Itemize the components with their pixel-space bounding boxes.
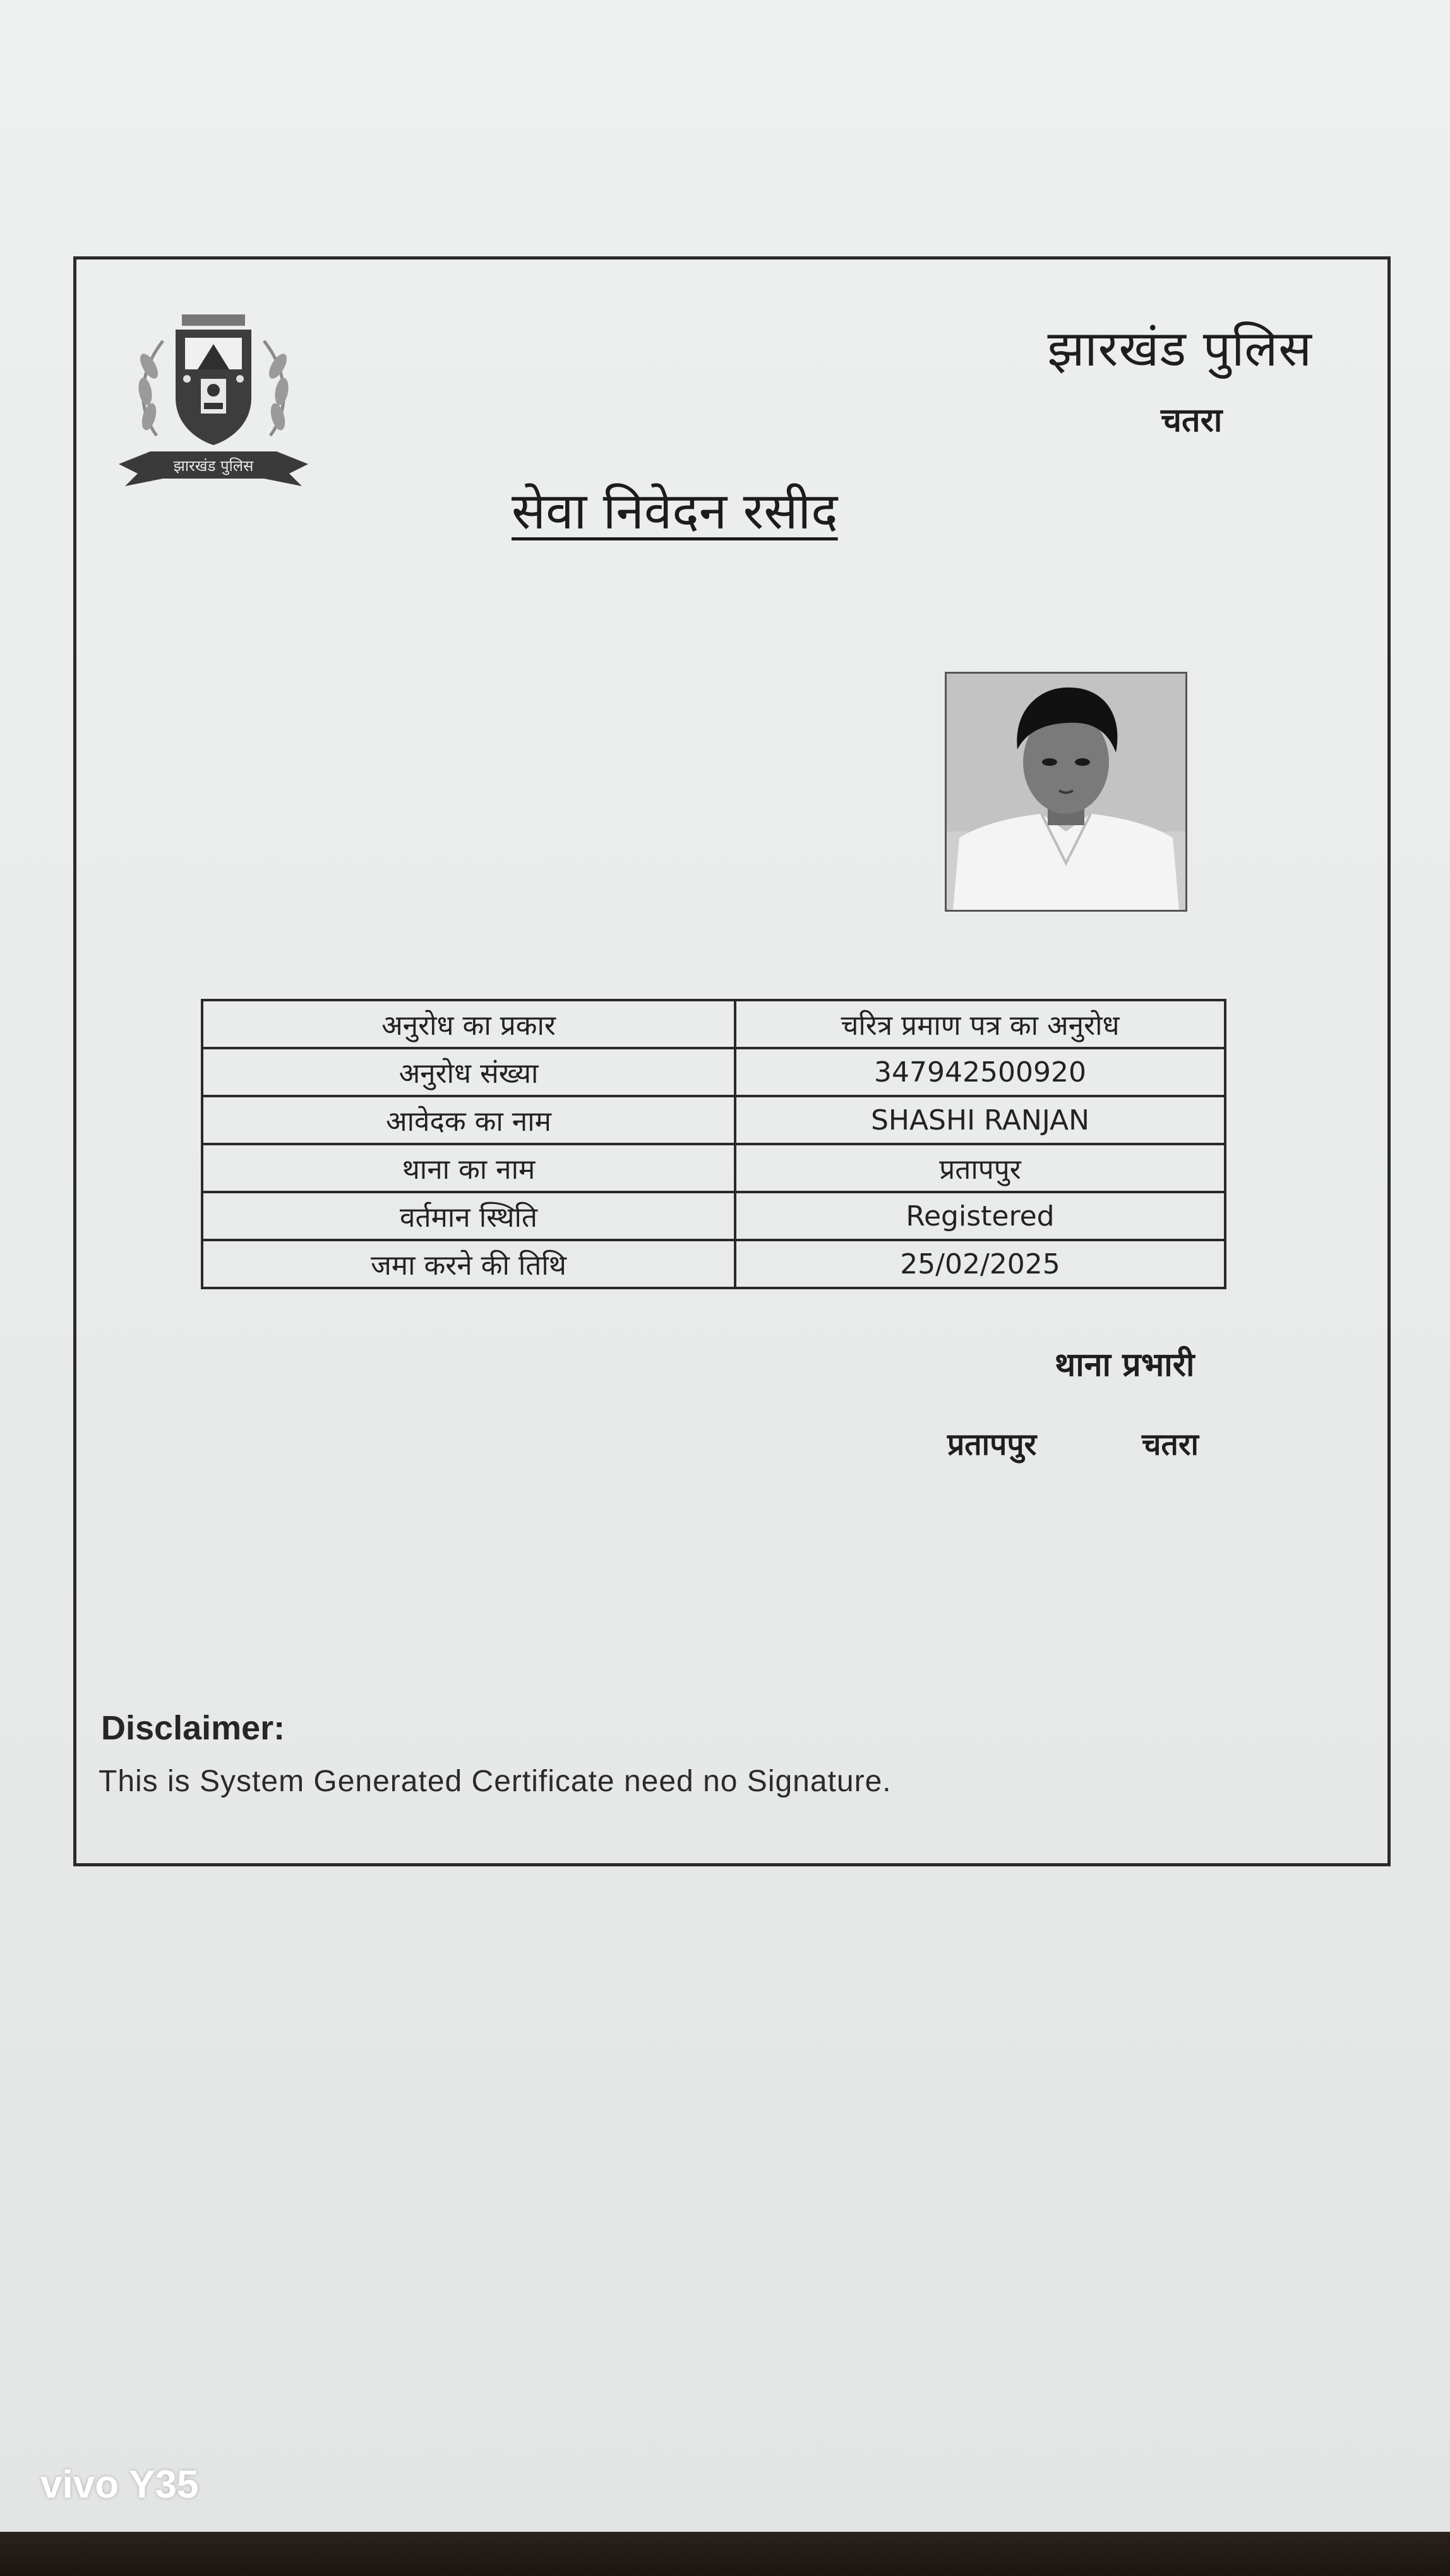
- table-row: [202, 1240, 1225, 1288]
- signatory-station: प्रतापपुर: [947, 1427, 1037, 1462]
- signatory-district: चतरा: [1142, 1427, 1199, 1462]
- row-value: 25/02/2025: [735, 1240, 1225, 1288]
- request-details-table: [201, 999, 1226, 1289]
- signatory-title: थाना प्रभारी: [1055, 1346, 1195, 1384]
- disclaimer-heading: Disclaimer:: [101, 1709, 285, 1747]
- row-label: आवेदक का नाम: [202, 1096, 735, 1144]
- row-label: अनुरोध का प्रकार: [202, 1000, 735, 1048]
- person-photo-icon: [947, 674, 1185, 910]
- district-name: चतरा: [1161, 402, 1223, 439]
- table-row: [202, 1096, 1225, 1144]
- applicant-photo: [945, 672, 1187, 912]
- organization-name: झारखंड पुलिस: [1047, 321, 1312, 378]
- row-label: अनुरोध संख्या: [202, 1048, 735, 1096]
- disclaimer-text: This is System Generated Certificate need no Signature.: [99, 1765, 892, 1798]
- camera-watermark: vivo Y35: [40, 2463, 199, 2507]
- row-label: वर्तमान स्थिति: [202, 1192, 735, 1240]
- table-row: [202, 1192, 1225, 1240]
- table-row: [202, 1144, 1225, 1192]
- row-value: SHASHI RANJAN: [735, 1096, 1225, 1144]
- background-floor: [0, 2532, 1450, 2576]
- row-label: जमा करने की तिथि: [202, 1240, 735, 1288]
- svg-text:झारखंड पुलिस: झारखंड पुलिस: [173, 457, 254, 475]
- row-value: चरित्र प्रमाण पत्र का अनुरोध: [735, 1000, 1225, 1048]
- document-title: सेवा निवेदन रसीद: [512, 482, 838, 540]
- jharkhand-police-emblem-icon: [112, 309, 315, 492]
- row-label: थाना का नाम: [202, 1144, 735, 1192]
- table-row: [202, 1048, 1225, 1096]
- row-value: Registered: [735, 1192, 1225, 1240]
- table-row: [202, 1000, 1225, 1048]
- row-value: प्रतापपुर: [735, 1144, 1225, 1192]
- row-value: 347942500920: [735, 1048, 1225, 1096]
